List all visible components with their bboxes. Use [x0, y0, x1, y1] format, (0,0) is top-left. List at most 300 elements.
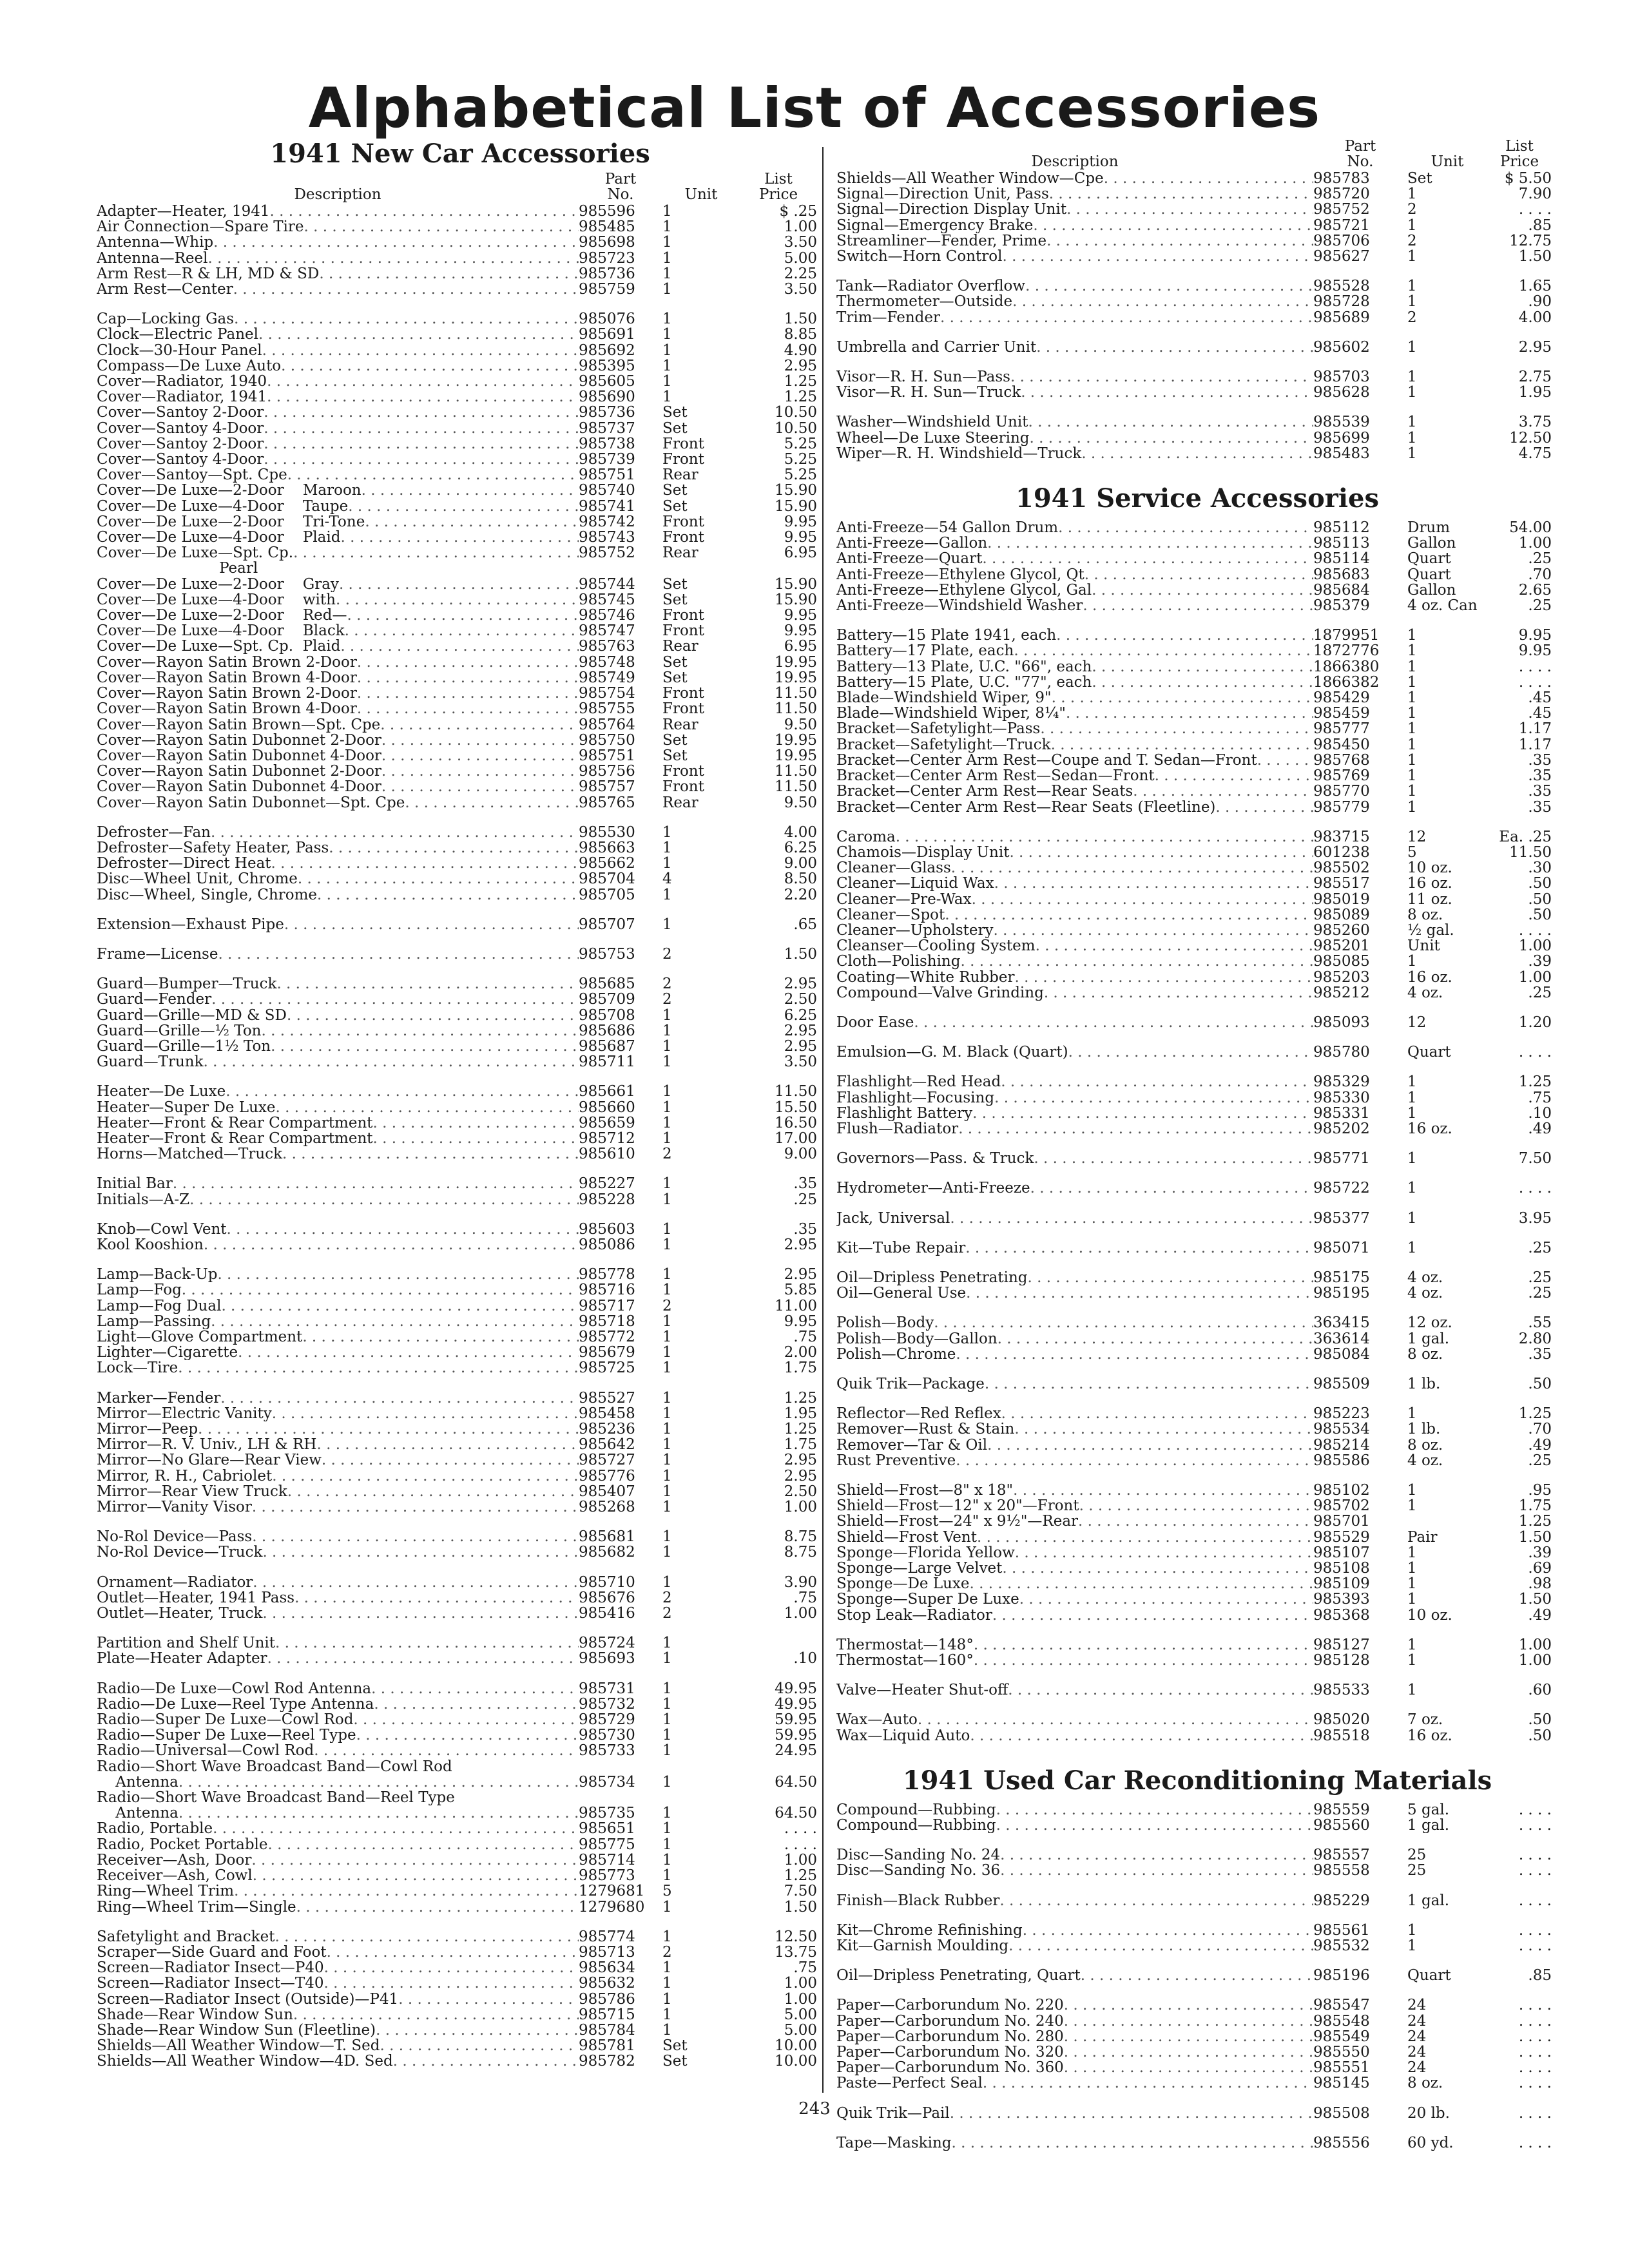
item-part-number: 985127 — [1313, 1637, 1370, 1653]
item-part-number: 985659 — [579, 1115, 635, 1131]
item-unit: 1 — [1407, 658, 1417, 675]
item-description — [97, 266, 579, 282]
dot-leader — [914, 1015, 1313, 1030]
item-unit: 2 — [662, 1944, 672, 1961]
item-description-text: Mirror—Rear View Truck — [97, 1483, 287, 1500]
item-description-text: Wiper—R. H. Windshield—Truck — [836, 445, 1082, 462]
dot-leader — [1064, 2029, 1313, 2044]
item-unit: Set — [662, 576, 688, 592]
new-car-accessories-list — [97, 204, 824, 2070]
item-description-text: Marker—Fender — [97, 1390, 221, 1406]
item-description — [836, 278, 1313, 294]
dot-leader — [950, 1211, 1313, 1226]
item-part-number: 985775 — [579, 1836, 635, 1852]
table-row — [836, 385, 1558, 400]
table-row — [97, 887, 824, 903]
item-description — [97, 1008, 579, 1023]
item-price: .25 — [1528, 1285, 1552, 1302]
group-spacer — [836, 1030, 1558, 1044]
dot-leader — [1081, 1968, 1313, 1983]
item-unit: 1 — [1407, 1105, 1417, 1121]
dot-leader — [373, 1115, 579, 1131]
dot-leader — [994, 1090, 1313, 1106]
item-description — [836, 233, 1313, 249]
item-price: . . . . — [1518, 2013, 1552, 2029]
item-unit: 2 — [1407, 233, 1417, 249]
item-price: .75 — [793, 1590, 817, 1606]
item-price: 2.95 — [784, 358, 817, 374]
item-price: 9.50 — [784, 716, 817, 733]
table-row — [836, 1044, 1558, 1060]
item-price: 1.50 — [784, 1899, 817, 1915]
table-row — [97, 1606, 824, 1621]
item-part-number: 985722 — [1313, 1180, 1370, 1196]
item-description-text: Mirror—R. V. Univ., LH & RH — [97, 1437, 317, 1453]
dot-leader — [1079, 1498, 1313, 1514]
table-row — [836, 340, 1558, 355]
dot-leader — [365, 514, 579, 530]
table-row — [836, 2075, 1558, 2091]
item-description-text: Radio—Short Wave Broadcast Band—Cowl Rod — [97, 1758, 452, 1774]
item-unit: 16 oz. — [1407, 876, 1452, 892]
group-spacer — [97, 1253, 824, 1267]
dot-leader — [178, 1360, 579, 1376]
item-unit: Front — [662, 764, 704, 780]
dot-leader — [262, 343, 579, 358]
table-row — [836, 202, 1558, 217]
item-price: .45 — [1528, 690, 1552, 706]
item-price: . . . . — [1518, 922, 1552, 939]
item-part-number: 985084 — [1313, 1346, 1370, 1362]
dot-leader — [966, 1285, 1313, 1301]
item-description-text: Hydrometer—Anti-Freeze — [836, 1180, 1030, 1196]
item-description-text: Mirror—Electric Vanity — [97, 1405, 272, 1422]
dot-leader — [1036, 340, 1313, 355]
table-row — [836, 1151, 1558, 1166]
item-description — [836, 643, 1313, 658]
item-unit: 1 — [662, 250, 672, 266]
item-description-text: Arm Rest—Center — [97, 282, 233, 298]
item-unit: 1 gal. — [1407, 1818, 1450, 1834]
table-row — [836, 218, 1558, 233]
item-description-text: Cover—De Luxe—4-Door Taupe — [97, 498, 349, 514]
item-description — [836, 1331, 1313, 1347]
item-unit: 8 oz. — [1407, 1346, 1443, 1362]
item-price: 1.25 — [784, 1390, 817, 1406]
item-price: . . . . — [1518, 1892, 1552, 1908]
item-unit: 1 — [1407, 690, 1417, 706]
item-description-text: Compound—Valve Grinding — [836, 985, 1044, 1001]
item-price: . . . . — [1518, 2028, 1552, 2045]
table-row — [836, 829, 1558, 845]
header-list-price: List Price — [1499, 139, 1539, 169]
item-unit: 1 — [662, 1991, 672, 2007]
item-price: .35 — [793, 1176, 817, 1192]
item-price: .55 — [1528, 1315, 1552, 1331]
item-description-text: Cover—De Luxe—2-Door Maroon — [97, 483, 361, 499]
dot-leader — [198, 1421, 579, 1437]
item-description — [97, 1759, 579, 1774]
item-unit: Set — [1407, 171, 1432, 187]
item-description-text: Cover—Radiator, 1940 — [97, 374, 267, 390]
item-part-number: 985086 — [579, 1236, 635, 1253]
item-description-text: Radio—Super De Luxe—Reel Type — [97, 1727, 356, 1744]
item-price: 11.50 — [775, 764, 817, 780]
item-unit: 1 — [662, 916, 672, 932]
item-description — [97, 1651, 579, 1666]
table-row — [97, 1008, 824, 1023]
item-unit: Front — [662, 530, 704, 546]
item-description — [836, 430, 1313, 446]
item-unit: Pair — [1407, 1529, 1438, 1545]
item-price: .30 — [1528, 860, 1552, 876]
item-description-text: Disc—Wheel Unit, Chrome — [97, 871, 298, 887]
item-part-number: 985108 — [1313, 1561, 1370, 1577]
item-price: 9.95 — [784, 623, 817, 639]
item-price: .95 — [1528, 1483, 1552, 1499]
item-price: 9.95 — [1518, 628, 1552, 644]
item-description — [836, 923, 1313, 938]
item-part-number: 985586 — [1313, 1452, 1370, 1468]
item-unit: 1 gal. — [1407, 1892, 1450, 1908]
item-description-text: Trim—Fender — [836, 309, 940, 325]
item-description — [836, 1315, 1313, 1331]
table-row — [97, 1651, 824, 1666]
item-part-number: 985227 — [579, 1176, 635, 1192]
item-description — [97, 1837, 579, 1852]
dot-leader — [282, 1146, 579, 1162]
item-part-number: 985749 — [579, 669, 635, 686]
item-description — [836, 520, 1313, 535]
item-description-text: Cover—Rayon Satin Dubonnet 2-Door — [97, 764, 381, 780]
table-row — [97, 421, 824, 436]
item-description — [97, 623, 579, 639]
item-price: 1.20 — [1518, 1014, 1552, 1031]
section-title-reconditioning: 1941 Used Car Reconditioning Materials — [902, 1765, 1492, 1796]
item-unit: 1 — [662, 1852, 672, 1869]
item-description-text: Oil—Dripless Penetrating, Quart — [836, 1968, 1081, 1984]
item-description-text: Sponge—De Luxe — [836, 1576, 970, 1592]
item-description — [97, 2023, 579, 2038]
dot-leader — [204, 1054, 579, 1070]
item-description — [836, 1514, 1313, 1529]
table-row — [836, 2013, 1558, 2029]
item-description-text: Cleaner—Glass — [836, 860, 951, 876]
item-part-number: 985509 — [1313, 1376, 1370, 1392]
item-description-text: Anti-Freeze—Gallon — [836, 535, 988, 552]
item-unit: 4 oz. — [1407, 985, 1443, 1001]
item-price: 1.75 — [784, 1360, 817, 1376]
item-description-text: Lighter—Cigarette — [97, 1345, 238, 1361]
item-part-number: 985236 — [579, 1421, 635, 1437]
table-row — [97, 1868, 824, 1883]
table-row — [97, 1023, 824, 1039]
item-description — [836, 845, 1313, 860]
item-description — [97, 917, 579, 932]
dot-leader — [1068, 1044, 1313, 1060]
item-part-number: 985751 — [579, 467, 635, 483]
table-row — [836, 1074, 1558, 1090]
dot-leader — [220, 1390, 579, 1406]
item-description — [97, 1681, 579, 1696]
item-part-number: 985751 — [579, 747, 635, 764]
dot-leader — [275, 1100, 579, 1115]
item-unit: 5 — [1407, 844, 1417, 861]
item-unit: 1 — [662, 2006, 672, 2023]
item-unit: 1 — [662, 1038, 672, 1055]
dot-leader — [1155, 768, 1313, 783]
item-description-text: Governors—Pass. & Truck — [836, 1151, 1034, 1167]
item-unit: 1 — [662, 311, 672, 327]
dot-leader — [996, 1802, 1313, 1818]
item-part-number: 985711 — [579, 1054, 635, 1070]
item-price: 15.90 — [775, 576, 817, 592]
group-spacer — [836, 1256, 1558, 1270]
group-spacer — [836, 1908, 1558, 1923]
section-title-new-car: 1941 New Car Accessories — [270, 139, 650, 169]
item-price: 2.50 — [784, 992, 817, 1008]
item-part-number: 985547 — [1313, 1997, 1370, 2013]
item-part-number: 985771 — [1313, 1151, 1370, 1167]
item-description — [836, 737, 1313, 753]
item-price: .10 — [1528, 1105, 1552, 1121]
dot-leader — [1034, 1151, 1313, 1166]
item-part-number: 985713 — [579, 1944, 635, 1961]
table-row — [836, 567, 1558, 582]
item-part-number: 985736 — [579, 265, 635, 282]
item-unit: Front — [662, 452, 704, 468]
item-part-number: 985557 — [1313, 1847, 1370, 1863]
item-description-text: Thermostat—148° — [836, 1637, 974, 1653]
item-unit: 1 — [1407, 1591, 1417, 1608]
item-price: . . . . — [1518, 2105, 1552, 2121]
item-price: 5.25 — [784, 436, 817, 452]
table-row — [97, 282, 824, 297]
dot-leader — [1058, 520, 1313, 535]
item-description — [836, 249, 1313, 264]
table-row — [97, 795, 824, 811]
item-description-text: Stop Leak—Radiator — [836, 1607, 992, 1623]
item-price: 11.50 — [775, 686, 817, 702]
item-description — [836, 294, 1313, 309]
item-unit: 2 — [662, 1606, 672, 1622]
item-part-number: 363415 — [1313, 1315, 1370, 1331]
dot-leader — [952, 2135, 1314, 2151]
item-description — [836, 1608, 1313, 1623]
item-description-text: Guard—Trunk — [97, 1054, 204, 1070]
item-part-number: 985175 — [1313, 1269, 1370, 1286]
item-description-text: Cleanser—Cooling System — [836, 938, 1036, 954]
table-header — [97, 171, 824, 202]
table-row — [97, 1390, 824, 1406]
item-description — [97, 358, 579, 374]
item-description — [97, 1899, 579, 1915]
group-spacer — [97, 1621, 824, 1635]
table-row — [836, 1331, 1558, 1347]
item-description — [836, 551, 1313, 566]
item-description-text: Tape—Masking — [836, 2135, 952, 2151]
item-price: 2.95 — [784, 1023, 817, 1039]
item-price: 9.00 — [784, 1146, 817, 1162]
item-price: 2.25 — [784, 265, 817, 282]
item-description — [836, 1453, 1313, 1468]
item-unit: 24 — [1407, 2060, 1427, 2076]
dot-leader — [381, 733, 579, 748]
item-price: 5.25 — [784, 467, 817, 483]
item-description-text: Finish—Black Rubber — [836, 1892, 1000, 1908]
item-unit: Quart — [1407, 1044, 1451, 1061]
item-part-number: 985214 — [1313, 1437, 1370, 1453]
item-part-number: 985687 — [579, 1038, 635, 1055]
item-description-text: Mirror—No Glare—Rear View — [97, 1452, 322, 1468]
item-description — [836, 1240, 1313, 1256]
item-description-text: Ring—Wheel Trim — [97, 1883, 235, 1899]
header-part-no: Part No. — [604, 171, 637, 202]
item-unit: 1 — [662, 389, 672, 405]
item-price: 8.75 — [784, 1529, 817, 1545]
item-part-number: 985689 — [1313, 309, 1370, 325]
item-description-text: Horns—Matched—Truck — [97, 1146, 283, 1162]
item-description-text: Battery—15 Plate 1941, each — [836, 628, 1057, 644]
dot-leader — [275, 1635, 579, 1651]
table-row — [97, 1529, 824, 1544]
item-price: 1.25 — [784, 1868, 817, 1884]
item-description-text: Flashlight—Red Head — [836, 1074, 1001, 1090]
item-price: . . . . — [1518, 1922, 1552, 1939]
item-part-number: 985459 — [1313, 706, 1370, 722]
dot-leader — [1215, 800, 1313, 815]
item-part-number: 985736 — [579, 405, 635, 421]
item-part-number: 985203 — [1313, 969, 1370, 985]
table-row — [836, 1498, 1558, 1514]
item-unit: 25 — [1407, 1863, 1427, 1879]
group-spacer — [836, 1954, 1558, 1968]
item-part-number: 985692 — [579, 342, 635, 358]
item-description — [836, 1818, 1313, 1833]
group-spacer — [836, 1060, 1558, 1074]
item-price: 9.95 — [784, 1313, 817, 1329]
dot-leader — [1013, 1483, 1313, 1498]
item-part-number: 985076 — [579, 311, 635, 327]
item-unit: 7 oz. — [1407, 1712, 1443, 1728]
item-description-text: Radio—Universal—Cowl Rod — [97, 1743, 314, 1759]
item-description — [97, 577, 579, 592]
table-row — [97, 992, 824, 1007]
table-row — [97, 1314, 824, 1329]
item-unit: 1 — [662, 204, 672, 220]
group-spacer — [97, 1561, 824, 1575]
item-description-text: Paper—Carborundum No. 240 — [836, 2013, 1064, 2029]
item-price: 10.00 — [775, 2038, 817, 2054]
item-description-text: Cover—Rayon Satin Brown 4-Door — [97, 669, 357, 686]
item-unit: 1 — [662, 1437, 672, 1453]
item-part-number: 985686 — [579, 1023, 635, 1039]
table-row — [97, 1084, 824, 1099]
item-description — [97, 1054, 579, 1070]
item-description-text: Cover—Rayon Satin Dubonnet 4-Door — [97, 779, 381, 795]
item-description — [97, 467, 579, 483]
item-price: .75 — [1528, 1090, 1552, 1106]
item-price: 59.95 — [775, 1727, 817, 1744]
item-price: .35 — [1528, 799, 1552, 815]
item-part-number: 985532 — [1313, 1938, 1370, 1954]
item-price: .98 — [1528, 1576, 1552, 1592]
item-description-text: Antenna — [97, 1774, 178, 1791]
item-description-text: Radio, Pocket Portable — [97, 1836, 268, 1852]
item-description — [836, 567, 1313, 582]
table-row — [97, 623, 824, 639]
item-unit: Rear — [662, 545, 699, 561]
item-part-number: 985769 — [1313, 768, 1370, 784]
group-spacer — [97, 1667, 824, 1681]
dot-leader — [357, 686, 579, 701]
table-row — [97, 1329, 824, 1345]
item-description-text: Heater—Super De Luxe — [97, 1099, 276, 1115]
item-part-number: 985710 — [579, 1574, 635, 1590]
item-description — [97, 670, 579, 686]
item-price: 49.95 — [775, 1680, 817, 1696]
item-description — [97, 1960, 579, 1975]
item-part-number: 985706 — [1313, 233, 1370, 249]
dot-leader — [319, 266, 579, 282]
item-description-text: Cover—Santoy 4-Door — [97, 452, 264, 468]
item-price: 1.17 — [1518, 736, 1552, 753]
table-row — [836, 369, 1558, 385]
item-description — [836, 202, 1313, 217]
table-row — [97, 608, 824, 623]
item-unit: 1 — [1407, 1090, 1417, 1106]
item-part-number: 985748 — [579, 654, 635, 670]
item-unit: 1 — [662, 887, 672, 903]
item-part-number: 985530 — [579, 824, 635, 840]
item-unit: Set — [662, 2053, 688, 2070]
item-description — [836, 2044, 1313, 2060]
table-row — [836, 1682, 1558, 1698]
item-part-number: 985093 — [1313, 1014, 1370, 1031]
item-price: 1.00 — [784, 219, 817, 235]
item-price: 8.75 — [784, 1544, 817, 1561]
item-description — [836, 1576, 1313, 1591]
item-part-number: 985539 — [1313, 414, 1370, 430]
group-spacer — [836, 1362, 1558, 1376]
group-spacer — [836, 325, 1558, 340]
item-description — [836, 414, 1313, 430]
item-price: 3.95 — [1518, 1210, 1552, 1226]
item-price: 4.75 — [1518, 445, 1552, 462]
item-price: 2.75 — [1518, 369, 1552, 385]
item-price: 10.50 — [775, 405, 817, 421]
item-part-number: 985558 — [1313, 1863, 1370, 1879]
item-price: .69 — [1528, 1561, 1552, 1577]
item-unit: 1 — [1407, 369, 1417, 385]
table-row — [836, 659, 1558, 675]
item-description-text: Blade—Windshield Wiper, 8¼" — [836, 706, 1066, 722]
item-price: .75 — [793, 1960, 817, 1976]
item-part-number: 985764 — [579, 716, 635, 733]
item-price: .39 — [1528, 954, 1552, 970]
dot-leader — [1083, 598, 1313, 613]
item-part-number: 985754 — [579, 686, 635, 702]
dot-leader — [1000, 1863, 1313, 1878]
table-row — [836, 938, 1558, 954]
dot-leader — [1025, 278, 1313, 294]
item-description — [97, 1590, 579, 1606]
dot-leader — [293, 2007, 579, 2023]
item-description — [836, 706, 1313, 721]
item-price: .90 — [1528, 294, 1552, 310]
item-description-text: Sponge—Super De Luxe — [836, 1591, 1019, 1608]
item-description-text: Wax—Auto — [836, 1712, 918, 1728]
